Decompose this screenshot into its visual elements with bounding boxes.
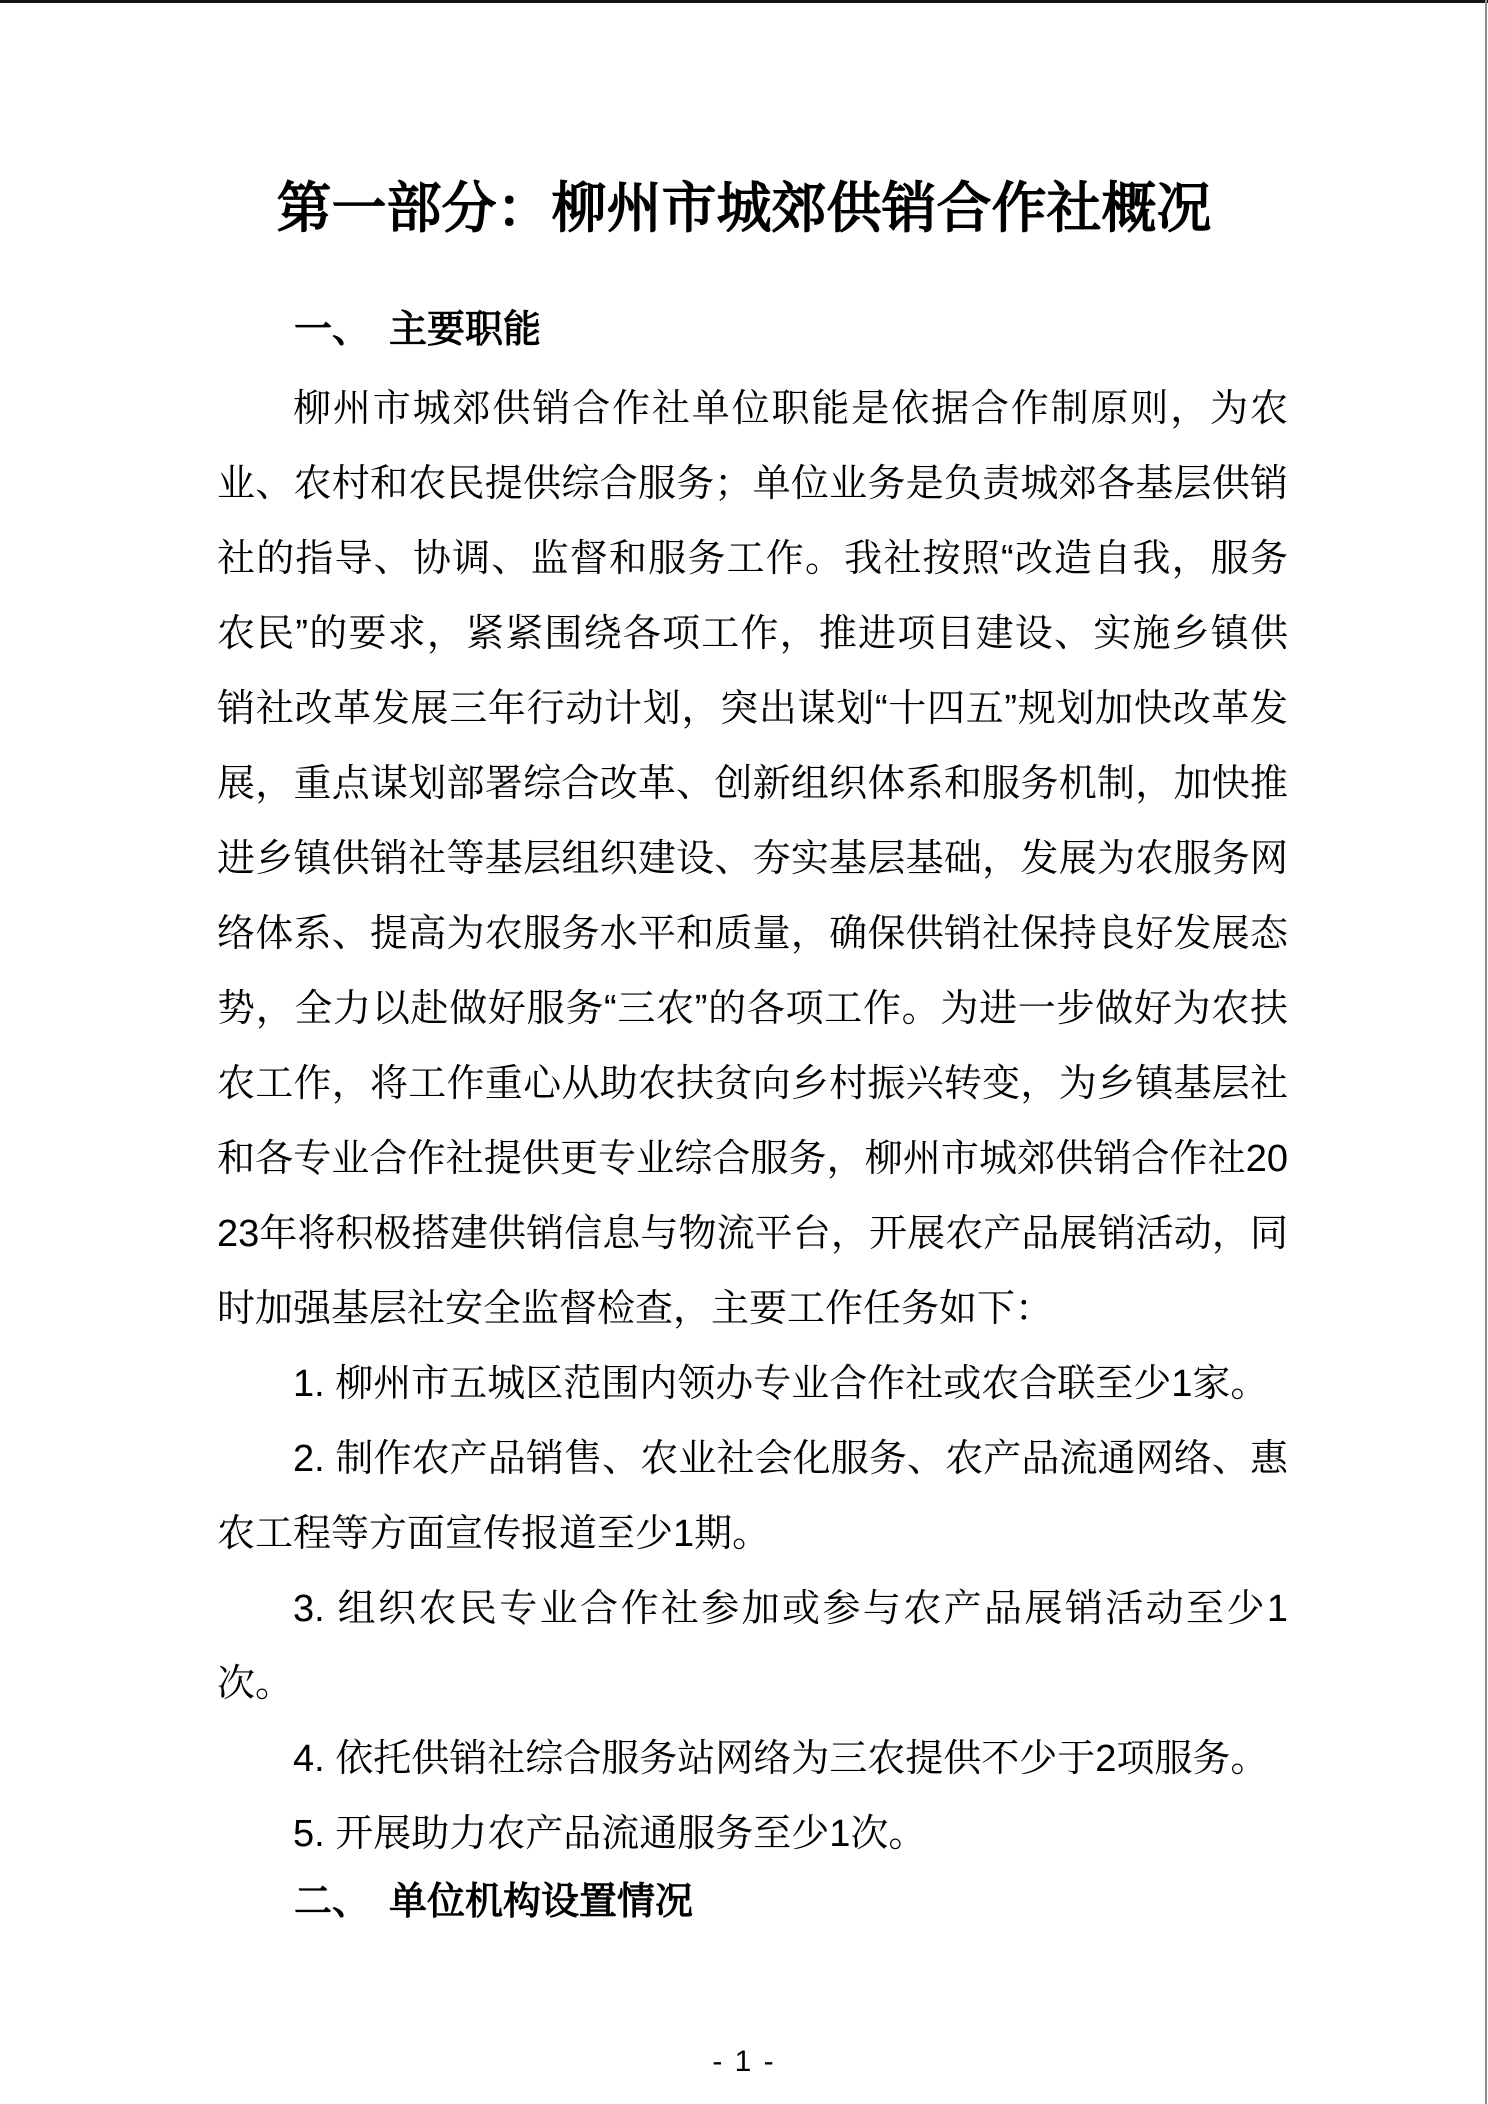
page-number: - 1 - xyxy=(712,2045,776,2078)
task-item-5: 5. 开展助力农产品流通服务至少1次。 xyxy=(293,1813,927,1855)
task-item-4: 4. 依托供销社综合服务站网络为三农提供不少于2项服务。 xyxy=(293,1738,1269,1780)
scan-right-edge-line xyxy=(1485,0,1487,2104)
task-item-3: 3. 组织农民专业合作社参加或参与农产品展销活动至少1次。 xyxy=(217,1588,1288,1705)
intro-paragraph: 柳州市城郊供销合作社单位职能是依据合作制原则，为农业、农村和农民提供综合服务；单位业务是负责城郊各基层供销社的指导、协调、监督和服务工作。我社按照“改造自我，服务农民”的要求，紧紧围绕各项工作，推进项目建设、实施乡镇供销社改革发展三年行动计划，突出谋划“十四五”规划加快改革发展，重点谋划部署综合改革、创新组织体系和服务机制，加快推进乡镇供销社等基层组织建设、夯实基层基础，发展为农服务网络体系、提高为农服务水平和质量，确保供销社保持良好发展态势，全力以赴做好服务“三农”的各项工作。为进一步做好为农扶农工作，将工作重心从助农扶贫向乡村振兴转变，为乡镇基层社和各专业合作社提供更专业综合服务，柳州市城郊供销合作社2023年将积极搭建供销信息与物流平台，开展农产品展销活动，同时加强基层社安全监督检查，主要工作任务如下： xyxy=(217,388,1288,1330)
task-item-2: 2. 制作农产品销售、农业社会化服务、农产品流通网络、惠农工程等方面宣传报道至少1期。 xyxy=(217,1438,1288,1555)
document-title: 第一部分：柳州市城郊供销合作社概况 xyxy=(276,176,1212,239)
section-heading-main-functions: 一、 主要职能 xyxy=(294,308,542,351)
section-heading-organization-setup: 二、 单位机构设置情况 xyxy=(294,1880,694,1923)
scan-top-edge-line xyxy=(0,0,1488,3)
task-item-1: 1. 柳州市五城区范围内领办专业合作社或农合联至少1家。 xyxy=(293,1363,1269,1405)
body-text-block xyxy=(217,372,1288,1872)
